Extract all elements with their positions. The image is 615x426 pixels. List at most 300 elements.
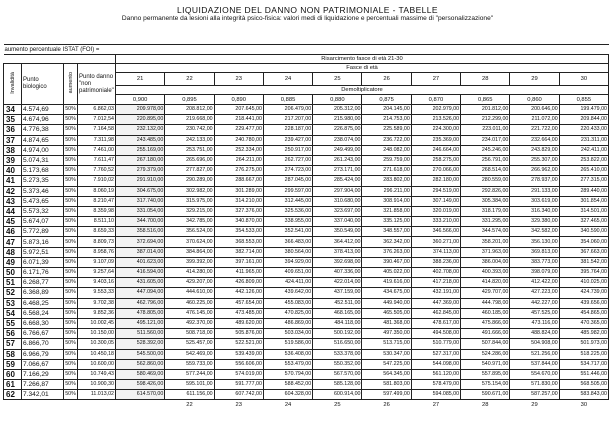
liquidation-table bbox=[3, 44, 609, 410]
value-cell: 367.663,00 bbox=[559, 247, 608, 257]
col-punto-non: Punto danno "non patrimoniale" bbox=[78, 64, 116, 105]
value-cell: 340.870,00 bbox=[214, 217, 263, 227]
value-cell: 236.722,00 bbox=[362, 135, 411, 145]
value-cell: 287.045,00 bbox=[263, 176, 312, 186]
value-cell: 331.054,00 bbox=[116, 206, 165, 216]
invalidity-cell: 48 bbox=[4, 247, 22, 257]
table-row bbox=[4, 380, 609, 390]
value-cell: 277.315,00 bbox=[559, 176, 608, 186]
value-cell: 243.485,00 bbox=[116, 135, 165, 145]
bio-cell: 5.173,68 bbox=[22, 166, 64, 176]
value-cell: 457.525,00 bbox=[510, 308, 559, 318]
base-cell: 10.150,00 bbox=[78, 329, 116, 339]
invalidity-cell: 43 bbox=[4, 196, 22, 206]
pct-cell: 50% bbox=[64, 217, 78, 227]
pct-cell: 50% bbox=[64, 186, 78, 196]
table-row bbox=[4, 288, 609, 298]
bio-cell: 6.368,89 bbox=[22, 288, 64, 298]
invalidity-cell: 53 bbox=[4, 298, 22, 308]
value-cell: 489.620,00 bbox=[214, 318, 263, 328]
value-cell: 485.982,00 bbox=[559, 329, 608, 339]
value-cell: 497.350,00 bbox=[362, 329, 411, 339]
value-cell: 318.179,00 bbox=[461, 206, 510, 216]
pct-cell: 50% bbox=[64, 288, 78, 298]
pct-cell: 50% bbox=[64, 155, 78, 165]
value-cell: 220.895,00 bbox=[116, 115, 165, 125]
value-cell: 346.566,00 bbox=[411, 227, 460, 237]
value-cell: 371.963,00 bbox=[461, 247, 510, 257]
value-cell: 380.564,00 bbox=[263, 247, 312, 257]
value-cell: 507.844,00 bbox=[461, 339, 510, 349]
value-cell: 504.908,00 bbox=[510, 339, 559, 349]
value-cell: 226.875,00 bbox=[313, 125, 362, 135]
table-row bbox=[4, 206, 609, 216]
bio-cell: 4.674,96 bbox=[22, 115, 64, 125]
demolt-label: Demoltiplicatore bbox=[116, 86, 609, 95]
invalidity-cell: 46 bbox=[4, 227, 22, 237]
value-cell: 491.666,00 bbox=[461, 329, 510, 339]
pct-cell: 50% bbox=[64, 166, 78, 176]
value-cell: 508.718,00 bbox=[165, 329, 214, 339]
value-cell: 539.439,00 bbox=[214, 349, 263, 359]
base-cell: 9.553,33 bbox=[78, 288, 116, 298]
bio-cell: 7.266,87 bbox=[22, 380, 64, 390]
bio-cell: 4.974,00 bbox=[22, 145, 64, 155]
value-cell: 302.982,00 bbox=[165, 186, 214, 196]
bio-cell: 5.373,46 bbox=[22, 186, 64, 196]
invalidity-cell: 49 bbox=[4, 257, 22, 267]
value-cell: 444.610,00 bbox=[165, 288, 214, 298]
bio-cell: 5.873,16 bbox=[22, 237, 64, 247]
pct-cell: 50% bbox=[64, 237, 78, 247]
base-cell: 7.910,02 bbox=[78, 176, 116, 186]
col-pct: aumento bbox=[64, 64, 78, 105]
table-row bbox=[4, 186, 609, 196]
invalidity-cell: 34 bbox=[4, 105, 22, 115]
table-row bbox=[4, 278, 609, 288]
value-cell: 327.465,00 bbox=[559, 217, 608, 227]
value-cell: 383.773,00 bbox=[510, 257, 559, 267]
value-cell: 395.764,00 bbox=[559, 268, 608, 278]
value-cell: 580.469,00 bbox=[116, 369, 165, 379]
pct-cell: 50% bbox=[64, 390, 78, 400]
value-cell: 369.813,00 bbox=[510, 247, 559, 257]
invalidity-cell: 40 bbox=[4, 166, 22, 176]
value-cell: 587.257,00 bbox=[510, 390, 559, 400]
value-cell: 553.479,00 bbox=[263, 359, 312, 369]
value-cell: 607.742,00 bbox=[214, 390, 263, 400]
value-cell: 267.180,00 bbox=[116, 155, 165, 165]
value-cell: 386.004,00 bbox=[461, 257, 510, 267]
value-cell: 248.082,00 bbox=[362, 145, 411, 155]
value-cell: 454.865,00 bbox=[559, 308, 608, 318]
value-cell: 321.858,00 bbox=[362, 206, 411, 216]
bio-cell: 5.772,89 bbox=[22, 227, 64, 237]
value-cell: 568.505,00 bbox=[559, 380, 608, 390]
pct-cell: 50% bbox=[64, 318, 78, 328]
value-cell: 542.469,00 bbox=[165, 349, 214, 359]
value-cell: 510.779,00 bbox=[411, 339, 460, 349]
value-cell: 604.328,00 bbox=[263, 390, 312, 400]
table-row bbox=[4, 390, 609, 400]
value-cell: 271.618,00 bbox=[362, 166, 411, 176]
value-cell: 243.829,00 bbox=[510, 145, 559, 155]
value-cell: 292.826,00 bbox=[461, 186, 510, 196]
footer-age: 30 bbox=[580, 402, 588, 409]
value-cell: 358.516,00 bbox=[116, 227, 165, 237]
value-cell: 484.118,00 bbox=[313, 318, 362, 328]
value-cell: 534.717,00 bbox=[559, 359, 608, 369]
value-cell: 201.812,00 bbox=[461, 105, 510, 115]
page-subtitle: Danno permanente da lesioni alla integrità psico-fisica: valori medi di liquidazione e percentuali massime di "personalizzazione" bbox=[121, 15, 494, 22]
value-cell: 394.929,00 bbox=[263, 257, 312, 267]
value-cell: 405.022,00 bbox=[362, 268, 411, 278]
value-cell: 308.914,00 bbox=[362, 196, 411, 206]
value-cell: 503.034,00 bbox=[263, 329, 312, 339]
value-cell: 556.606,00 bbox=[214, 359, 263, 369]
value-cell: 282.180,00 bbox=[411, 176, 460, 186]
value-cell: 537.844,00 bbox=[510, 359, 559, 369]
value-cell: 488.824,00 bbox=[510, 329, 559, 339]
value-cell: 205.312,00 bbox=[313, 105, 362, 115]
pct-cell: 50% bbox=[64, 125, 78, 135]
bio-cell: 5.074,31 bbox=[22, 155, 64, 165]
value-cell: 246.664,00 bbox=[411, 145, 460, 155]
table-row bbox=[4, 298, 609, 308]
table-row bbox=[4, 247, 609, 257]
value-cell: 475.866,00 bbox=[461, 318, 510, 328]
value-cell: 571.830,00 bbox=[510, 380, 559, 390]
value-cell: 238.074,00 bbox=[313, 135, 362, 145]
bio-cell: 4.776,38 bbox=[22, 125, 64, 135]
value-cell: 442.227,00 bbox=[510, 298, 559, 308]
value-cell: 255.307,00 bbox=[510, 155, 559, 165]
value-cell: 476.145,00 bbox=[165, 308, 214, 318]
value-cell: 411.965,00 bbox=[214, 268, 263, 278]
table-row bbox=[4, 359, 609, 369]
value-cell: 449.940,00 bbox=[362, 298, 411, 308]
value-cell: 400.393,00 bbox=[461, 268, 510, 278]
base-cell: 10.002,45 bbox=[78, 318, 116, 328]
value-cell: 429.207,00 bbox=[165, 278, 214, 288]
invalidity-cell: 38 bbox=[4, 145, 22, 155]
value-cell: 366.483,00 bbox=[263, 237, 312, 247]
value-cell: 550.352,00 bbox=[313, 359, 362, 369]
value-cell: 462.845,00 bbox=[411, 308, 460, 318]
value-cell: 305.384,00 bbox=[461, 196, 510, 206]
value-cell: 567.570,00 bbox=[313, 369, 362, 379]
bio-cell: 6.171,76 bbox=[22, 268, 64, 278]
value-cell: 388.236,00 bbox=[411, 257, 460, 267]
base-cell: 8.511,10 bbox=[78, 217, 116, 227]
demolt-value: 0,895 bbox=[165, 95, 214, 105]
bio-cell: 6.268,77 bbox=[22, 278, 64, 288]
value-cell: 218.441,00 bbox=[214, 115, 263, 125]
demolt-value: 0,885 bbox=[263, 95, 312, 105]
value-cell: 478.617,00 bbox=[411, 318, 460, 328]
value-cell: 540.971,00 bbox=[461, 359, 510, 369]
value-cell: 296.211,00 bbox=[362, 186, 411, 196]
base-cell: 9.403,16 bbox=[78, 278, 116, 288]
value-cell: 316.340,00 bbox=[510, 206, 559, 216]
value-cell: 427.223,00 bbox=[510, 288, 559, 298]
table-row bbox=[4, 329, 609, 339]
value-cell: 432.191,00 bbox=[411, 288, 460, 298]
value-cell: 439.656,00 bbox=[559, 298, 608, 308]
value-cell: 291.133,00 bbox=[510, 186, 559, 196]
value-cell: 342.582,00 bbox=[510, 227, 559, 237]
value-cell: 597.499,00 bbox=[362, 390, 411, 400]
value-cell: 356.524,00 bbox=[165, 227, 214, 237]
invalidity-cell: 39 bbox=[4, 155, 22, 165]
base-cell: 8.060,19 bbox=[78, 186, 116, 196]
value-cell: 547.225,00 bbox=[362, 359, 411, 369]
footer-age: 24 bbox=[284, 402, 292, 409]
value-cell: 303.619,00 bbox=[510, 196, 559, 206]
value-cell: 462.796,00 bbox=[116, 298, 165, 308]
value-cell: 289.440,00 bbox=[559, 186, 608, 196]
invalidity-cell: 45 bbox=[4, 217, 22, 227]
table-row bbox=[4, 115, 609, 125]
value-cell: 283.802,00 bbox=[362, 176, 411, 186]
value-cell: 470.365,00 bbox=[559, 318, 608, 328]
value-cell: 354.060,00 bbox=[559, 237, 608, 247]
table-row bbox=[4, 155, 609, 165]
value-cell: 337.040,00 bbox=[313, 217, 362, 227]
base-cell: 9.702,38 bbox=[78, 298, 116, 308]
invalidity-cell: 50 bbox=[4, 268, 22, 278]
base-cell: 7.760,52 bbox=[78, 166, 116, 176]
pct-cell: 50% bbox=[64, 145, 78, 155]
value-cell: 278.937,00 bbox=[510, 176, 559, 186]
value-cell: 279.379,00 bbox=[116, 166, 165, 176]
pct-cell: 50% bbox=[64, 308, 78, 318]
value-cell: 274.723,00 bbox=[263, 166, 312, 176]
value-cell: 235.369,00 bbox=[411, 135, 460, 145]
value-cell: 232.664,00 bbox=[510, 135, 559, 145]
value-cell: 344.700,00 bbox=[116, 217, 165, 227]
invalidity-cell: 41 bbox=[4, 176, 22, 186]
value-cell: 570.794,00 bbox=[263, 369, 312, 379]
value-cell: 595.101,00 bbox=[165, 380, 214, 390]
value-cell: 614.570,00 bbox=[116, 390, 165, 400]
age-header: 21 bbox=[116, 73, 165, 86]
value-cell: 301.289,00 bbox=[214, 186, 263, 196]
invalidity-cell: 61 bbox=[4, 380, 22, 390]
base-cell: 7.012,54 bbox=[78, 115, 116, 125]
value-cell: 335.125,00 bbox=[362, 217, 411, 227]
value-cell: 390.467,00 bbox=[362, 257, 411, 267]
value-cell: 209.978,00 bbox=[116, 105, 165, 115]
col-invalidity: Invalidità bbox=[4, 64, 22, 105]
base-cell: 10.900,30 bbox=[78, 380, 116, 390]
value-cell: 340.590,00 bbox=[559, 227, 608, 237]
value-cell: 276.275,00 bbox=[214, 166, 263, 176]
page-title: LIQUIDAZIONE DEL DANNO NON PATRIMONIALE - TABELLE bbox=[177, 5, 438, 15]
value-cell: 352.541,00 bbox=[263, 227, 312, 237]
pct-cell: 50% bbox=[64, 115, 78, 125]
value-cell: 202.979,00 bbox=[411, 105, 460, 115]
value-cell: 486.869,00 bbox=[263, 318, 312, 328]
value-cell: 424.411,00 bbox=[263, 278, 312, 288]
value-cell: 455.083,00 bbox=[263, 298, 312, 308]
value-cell: 301.854,00 bbox=[559, 196, 608, 206]
value-cell: 481.368,00 bbox=[362, 318, 411, 328]
demolt-value: 0,890 bbox=[214, 95, 263, 105]
value-cell: 333.210,00 bbox=[411, 217, 460, 227]
range-label: Risarcimento fasce di età 21-30 bbox=[116, 55, 609, 64]
invalidity-cell: 42 bbox=[4, 186, 22, 196]
value-cell: 211.072,00 bbox=[510, 115, 559, 125]
value-cell: 358.201,00 bbox=[461, 237, 510, 247]
value-cell: 527.317,00 bbox=[411, 349, 460, 359]
demolt-value: 0,860 bbox=[510, 95, 559, 105]
value-cell: 277.827,00 bbox=[165, 166, 214, 176]
footer-spacer bbox=[4, 400, 165, 411]
value-cell: 416.594,00 bbox=[116, 268, 165, 278]
age-header: 27 bbox=[411, 73, 460, 86]
pct-cell: 50% bbox=[64, 339, 78, 349]
invalidity-cell: 58 bbox=[4, 349, 22, 359]
value-cell: 426.809,00 bbox=[214, 278, 263, 288]
value-cell: 266.962,00 bbox=[510, 166, 559, 176]
pct-cell: 50% bbox=[64, 268, 78, 278]
base-cell: 9.852,36 bbox=[78, 308, 116, 318]
value-cell: 494.508,00 bbox=[411, 329, 460, 339]
value-cell: 557.895,00 bbox=[461, 369, 510, 379]
value-cell: 304.675,00 bbox=[116, 186, 165, 196]
pct-cell: 50% bbox=[64, 257, 78, 267]
value-cell: 492.370,00 bbox=[165, 318, 214, 328]
value-cell: 320.019,00 bbox=[411, 206, 460, 216]
value-cell: 206.479,00 bbox=[263, 105, 312, 115]
base-cell: 10.300,05 bbox=[78, 339, 116, 349]
value-cell: 544.098,00 bbox=[411, 359, 460, 369]
value-cell: 562.860,00 bbox=[116, 359, 165, 369]
footer-age: 23 bbox=[235, 402, 242, 409]
col-bio: Punto biologico bbox=[22, 64, 64, 105]
value-cell: 372.694,00 bbox=[116, 237, 165, 247]
value-cell: 452.511,00 bbox=[313, 298, 362, 308]
table-row bbox=[4, 369, 609, 379]
value-cell: 505.876,00 bbox=[214, 329, 263, 339]
base-cell: 10.600,00 bbox=[78, 359, 116, 369]
value-cell: 329.215,00 bbox=[165, 206, 214, 216]
value-cell: 447.094,00 bbox=[116, 288, 165, 298]
value-cell: 516.650,00 bbox=[313, 339, 362, 349]
table-row bbox=[4, 196, 609, 206]
value-cell: 519.586,00 bbox=[263, 339, 312, 349]
value-cell: 470.825,00 bbox=[263, 308, 312, 318]
value-cell: 208.812,00 bbox=[165, 105, 214, 115]
value-cell: 234.017,00 bbox=[461, 135, 510, 145]
bio-cell: 7.166,29 bbox=[22, 369, 64, 379]
bio-cell: 5.273,35 bbox=[22, 176, 64, 186]
value-cell: 392.698,00 bbox=[313, 257, 362, 267]
value-cell: 342.785,00 bbox=[165, 217, 214, 227]
value-cell: 578.479,00 bbox=[411, 380, 460, 390]
value-cell: 215.980,00 bbox=[313, 115, 362, 125]
value-cell: 338.955,00 bbox=[263, 217, 312, 227]
base-cell: 9.257,64 bbox=[78, 268, 116, 278]
table-row bbox=[4, 125, 609, 135]
pct-cell: 50% bbox=[64, 247, 78, 257]
demolt-value: 0,875 bbox=[362, 95, 411, 105]
base-cell: 8.210,47 bbox=[78, 196, 116, 206]
base-cell: 10.749,43 bbox=[78, 369, 116, 379]
value-cell: 265.696,00 bbox=[165, 155, 214, 165]
value-cell: 525.457,00 bbox=[165, 339, 214, 349]
bio-cell: 5.473,65 bbox=[22, 196, 64, 206]
base-cell: 11.013,02 bbox=[78, 390, 116, 400]
value-cell: 600.914,00 bbox=[313, 390, 362, 400]
value-cell: 447.369,00 bbox=[411, 298, 460, 308]
demolt-value: 0,870 bbox=[411, 95, 460, 105]
value-cell: 397.161,00 bbox=[214, 257, 263, 267]
value-cell: 575.154,00 bbox=[461, 380, 510, 390]
age-header: 28 bbox=[461, 73, 510, 86]
footer-age: 28 bbox=[482, 402, 489, 409]
value-cell: 424.739,00 bbox=[559, 288, 608, 298]
value-cell: 217.207,00 bbox=[263, 115, 312, 125]
value-cell: 442.126,00 bbox=[214, 288, 263, 298]
value-cell: 232.132,00 bbox=[116, 125, 165, 135]
bio-cell: 7.066,67 bbox=[22, 359, 64, 369]
bio-cell: 4.874,65 bbox=[22, 135, 64, 145]
value-cell: 224.300,00 bbox=[411, 125, 460, 135]
table-row bbox=[4, 217, 609, 227]
value-cell: 242.411,00 bbox=[559, 145, 608, 155]
value-cell: 317.740,00 bbox=[116, 196, 165, 206]
value-cell: 261.243,00 bbox=[313, 155, 362, 165]
value-cell: 533.378,00 bbox=[313, 349, 362, 359]
value-cell: 585.128,00 bbox=[313, 380, 362, 390]
base-cell: 9.107,09 bbox=[78, 257, 116, 267]
value-cell: 228.187,00 bbox=[263, 125, 312, 135]
value-cell: 460.185,00 bbox=[461, 308, 510, 318]
value-cell: 285.424,00 bbox=[313, 176, 362, 186]
age-header: 23 bbox=[214, 73, 263, 86]
value-cell: 312.445,00 bbox=[263, 196, 312, 206]
value-cell: 356.130,00 bbox=[510, 237, 559, 247]
value-cell: 554.670,00 bbox=[510, 369, 559, 379]
value-cell: 250.917,00 bbox=[263, 145, 312, 155]
pct-cell: 50% bbox=[64, 206, 78, 216]
value-cell: 460.225,00 bbox=[165, 298, 214, 308]
value-cell: 370.624,00 bbox=[165, 237, 214, 247]
base-cell: 8.659,33 bbox=[78, 227, 116, 237]
bio-cell: 6.668,30 bbox=[22, 318, 64, 328]
value-cell: 524.286,00 bbox=[461, 349, 510, 359]
value-cell: 561.120,00 bbox=[411, 369, 460, 379]
value-cell: 513.715,00 bbox=[362, 339, 411, 349]
age-header: 25 bbox=[313, 73, 362, 86]
demolt-value: 0,855 bbox=[559, 95, 608, 105]
table-row bbox=[4, 166, 609, 176]
value-cell: 207.645,00 bbox=[214, 105, 263, 115]
table-row bbox=[4, 176, 609, 186]
value-cell: 291.910,00 bbox=[116, 176, 165, 186]
value-cell: 229.477,00 bbox=[214, 125, 263, 135]
age-header: 22 bbox=[165, 73, 214, 86]
value-cell: 315.975,00 bbox=[165, 196, 214, 206]
value-cell: 429.707,00 bbox=[461, 288, 510, 298]
table-row bbox=[4, 145, 609, 155]
value-cell: 223.011,00 bbox=[461, 125, 510, 135]
value-cell: 384.864,00 bbox=[165, 247, 214, 257]
bio-cell: 6.071,39 bbox=[22, 257, 64, 267]
value-cell: 374.113,00 bbox=[411, 247, 460, 257]
